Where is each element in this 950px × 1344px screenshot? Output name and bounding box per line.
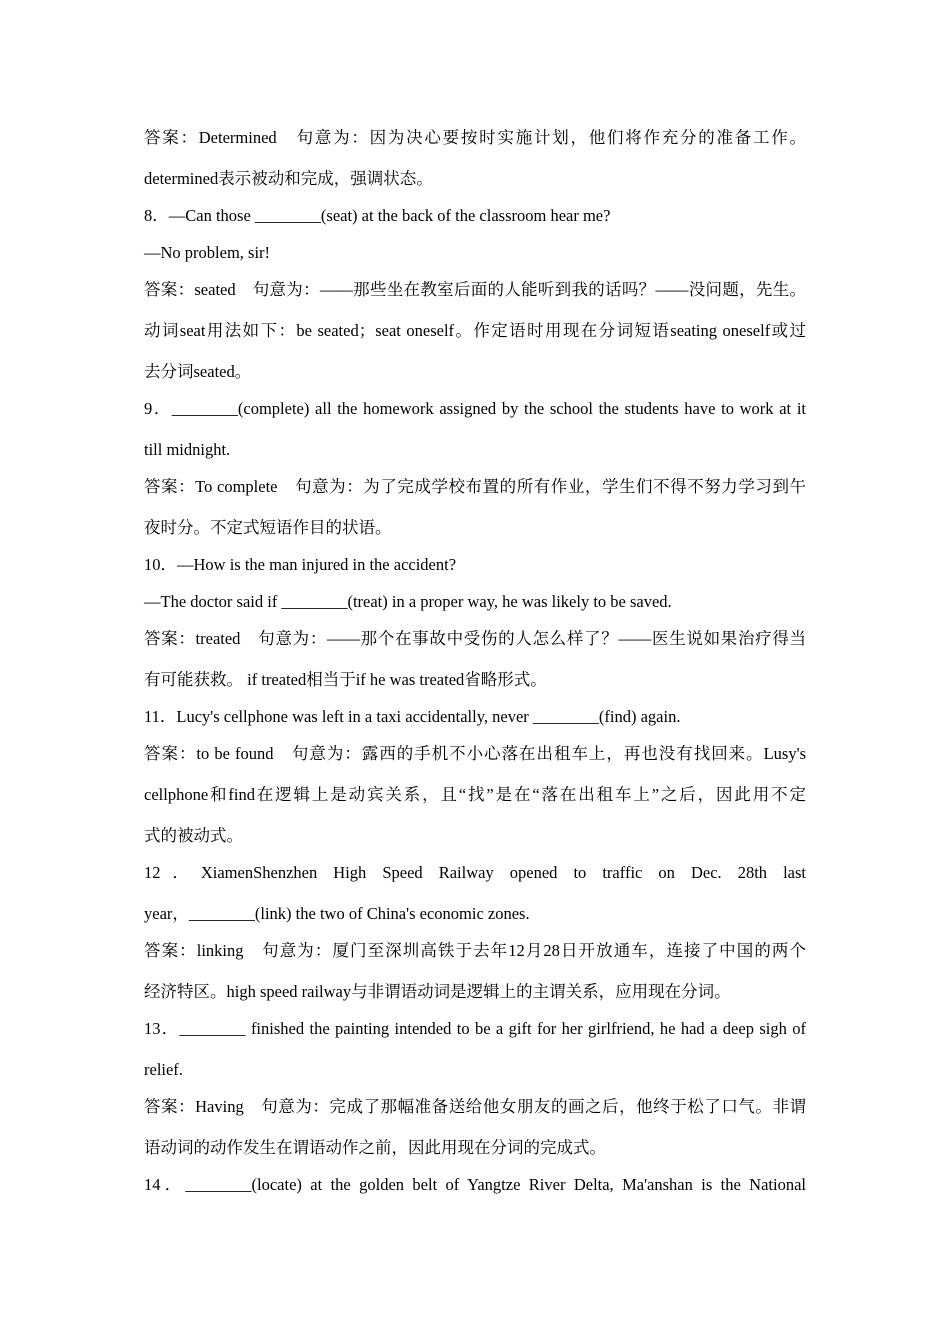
answer-13 [144,1086,806,1168]
text-line: 语动词的动作发生在谓语动作之前，因此用现在分词的完成式。 [144,1138,606,1157]
text-line: 13．________ finished the painting intended to be a gift for her girlfriend, he had a deep sigh of [144,1019,806,1038]
text-line: 答案：To complete 句意为：为了完成学校布置的所有作业，学生们不得不努力学习到午 [144,477,806,496]
text-line: 式的被动式。 [144,826,243,845]
text-line: cellphone和find在逻辑上是动宾关系，且“找”是在“落在出租车上”之后，因此用不定 [144,785,806,804]
question-10-response [144,581,806,622]
text-line: 12．XiamenShenzhen High Speed Railway opened to traffic on Dec. 28th last [144,863,806,882]
text-line: 有可能获救。 if treated相当于if he was treated省略形式。 [144,670,547,689]
text-line: —The doctor said if ________(treat) in a proper way, he was likely to be saved. [144,592,672,611]
document-page [144,117,806,1201]
text-line: 去分词seated。 [144,362,252,381]
answer-7-explanation [144,117,806,199]
text-line: determined表示被动和完成，强调状态。 [144,169,433,188]
text-line: 14．________(locate) at the golden belt of Yangtze River Delta, Ma'anshan is the National [144,1175,806,1194]
answer-8 [144,269,806,392]
text-line: 答案：Having 句意为：完成了那幅准备送给他女朋友的画之后，他终于松了口气。非谓 [144,1097,806,1116]
text-line: 8．—Can those ________(seat) at the back of the classroom hear me? [144,206,611,225]
text-line: relief. [144,1060,183,1079]
text-line: 答案：Determined 句意为：因为决心要按时实施计划，他们将作充分的准备工作。 [144,128,806,147]
answer-10 [144,618,806,700]
text-line: 答案：linking 句意为：厦门至深圳高铁于去年12月28日开放通车，连接了中国的两个 [144,941,806,960]
text-line: —No problem, sir! [144,243,271,262]
question-11 [144,696,806,737]
text-line: 答案：treated 句意为：——那个在事故中受伤的人怎么样了？——医生说如果治疗得当 [144,629,806,648]
text-line: till midnight. [144,440,231,459]
text-line: 夜时分。不定式短语作目的状语。 [144,518,392,537]
text-line: 答案：to be found 句意为：露西的手机不小心落在出租车上，再也没有找回来。Lusy's [144,744,806,763]
text-line: 动词seat用法如下：be seated；seat oneself。作定语时用现在分词短语seating oneself或过 [144,321,806,340]
answer-12 [144,930,806,1012]
question-14 [144,1164,806,1205]
answer-9 [144,466,806,548]
text-line: 答案：seated 句意为：——那些坐在教室后面的人能听到我的话吗？——没问题，先生。 [144,280,806,299]
question-8 [144,195,806,236]
question-10 [144,544,806,585]
question-12 [144,852,806,934]
question-13 [144,1008,806,1090]
text-line: 经济特区。high speed railway与非谓语动词是逻辑上的主谓关系，应用现在分词。 [144,982,731,1001]
question-8-response [144,232,806,273]
text-line: 9．________(complete) all the homework assigned by the school the students have to work at it [144,399,806,418]
text-line: 11．Lucy's cellphone was left in a taxi accidentally, never ________(find) again. [144,707,681,726]
text-line: year，________(link) the two of China's economic zones. [144,904,530,923]
answer-11 [144,733,806,856]
text-line: 10．—How is the man injured in the accident? [144,555,457,574]
question-9 [144,388,806,470]
